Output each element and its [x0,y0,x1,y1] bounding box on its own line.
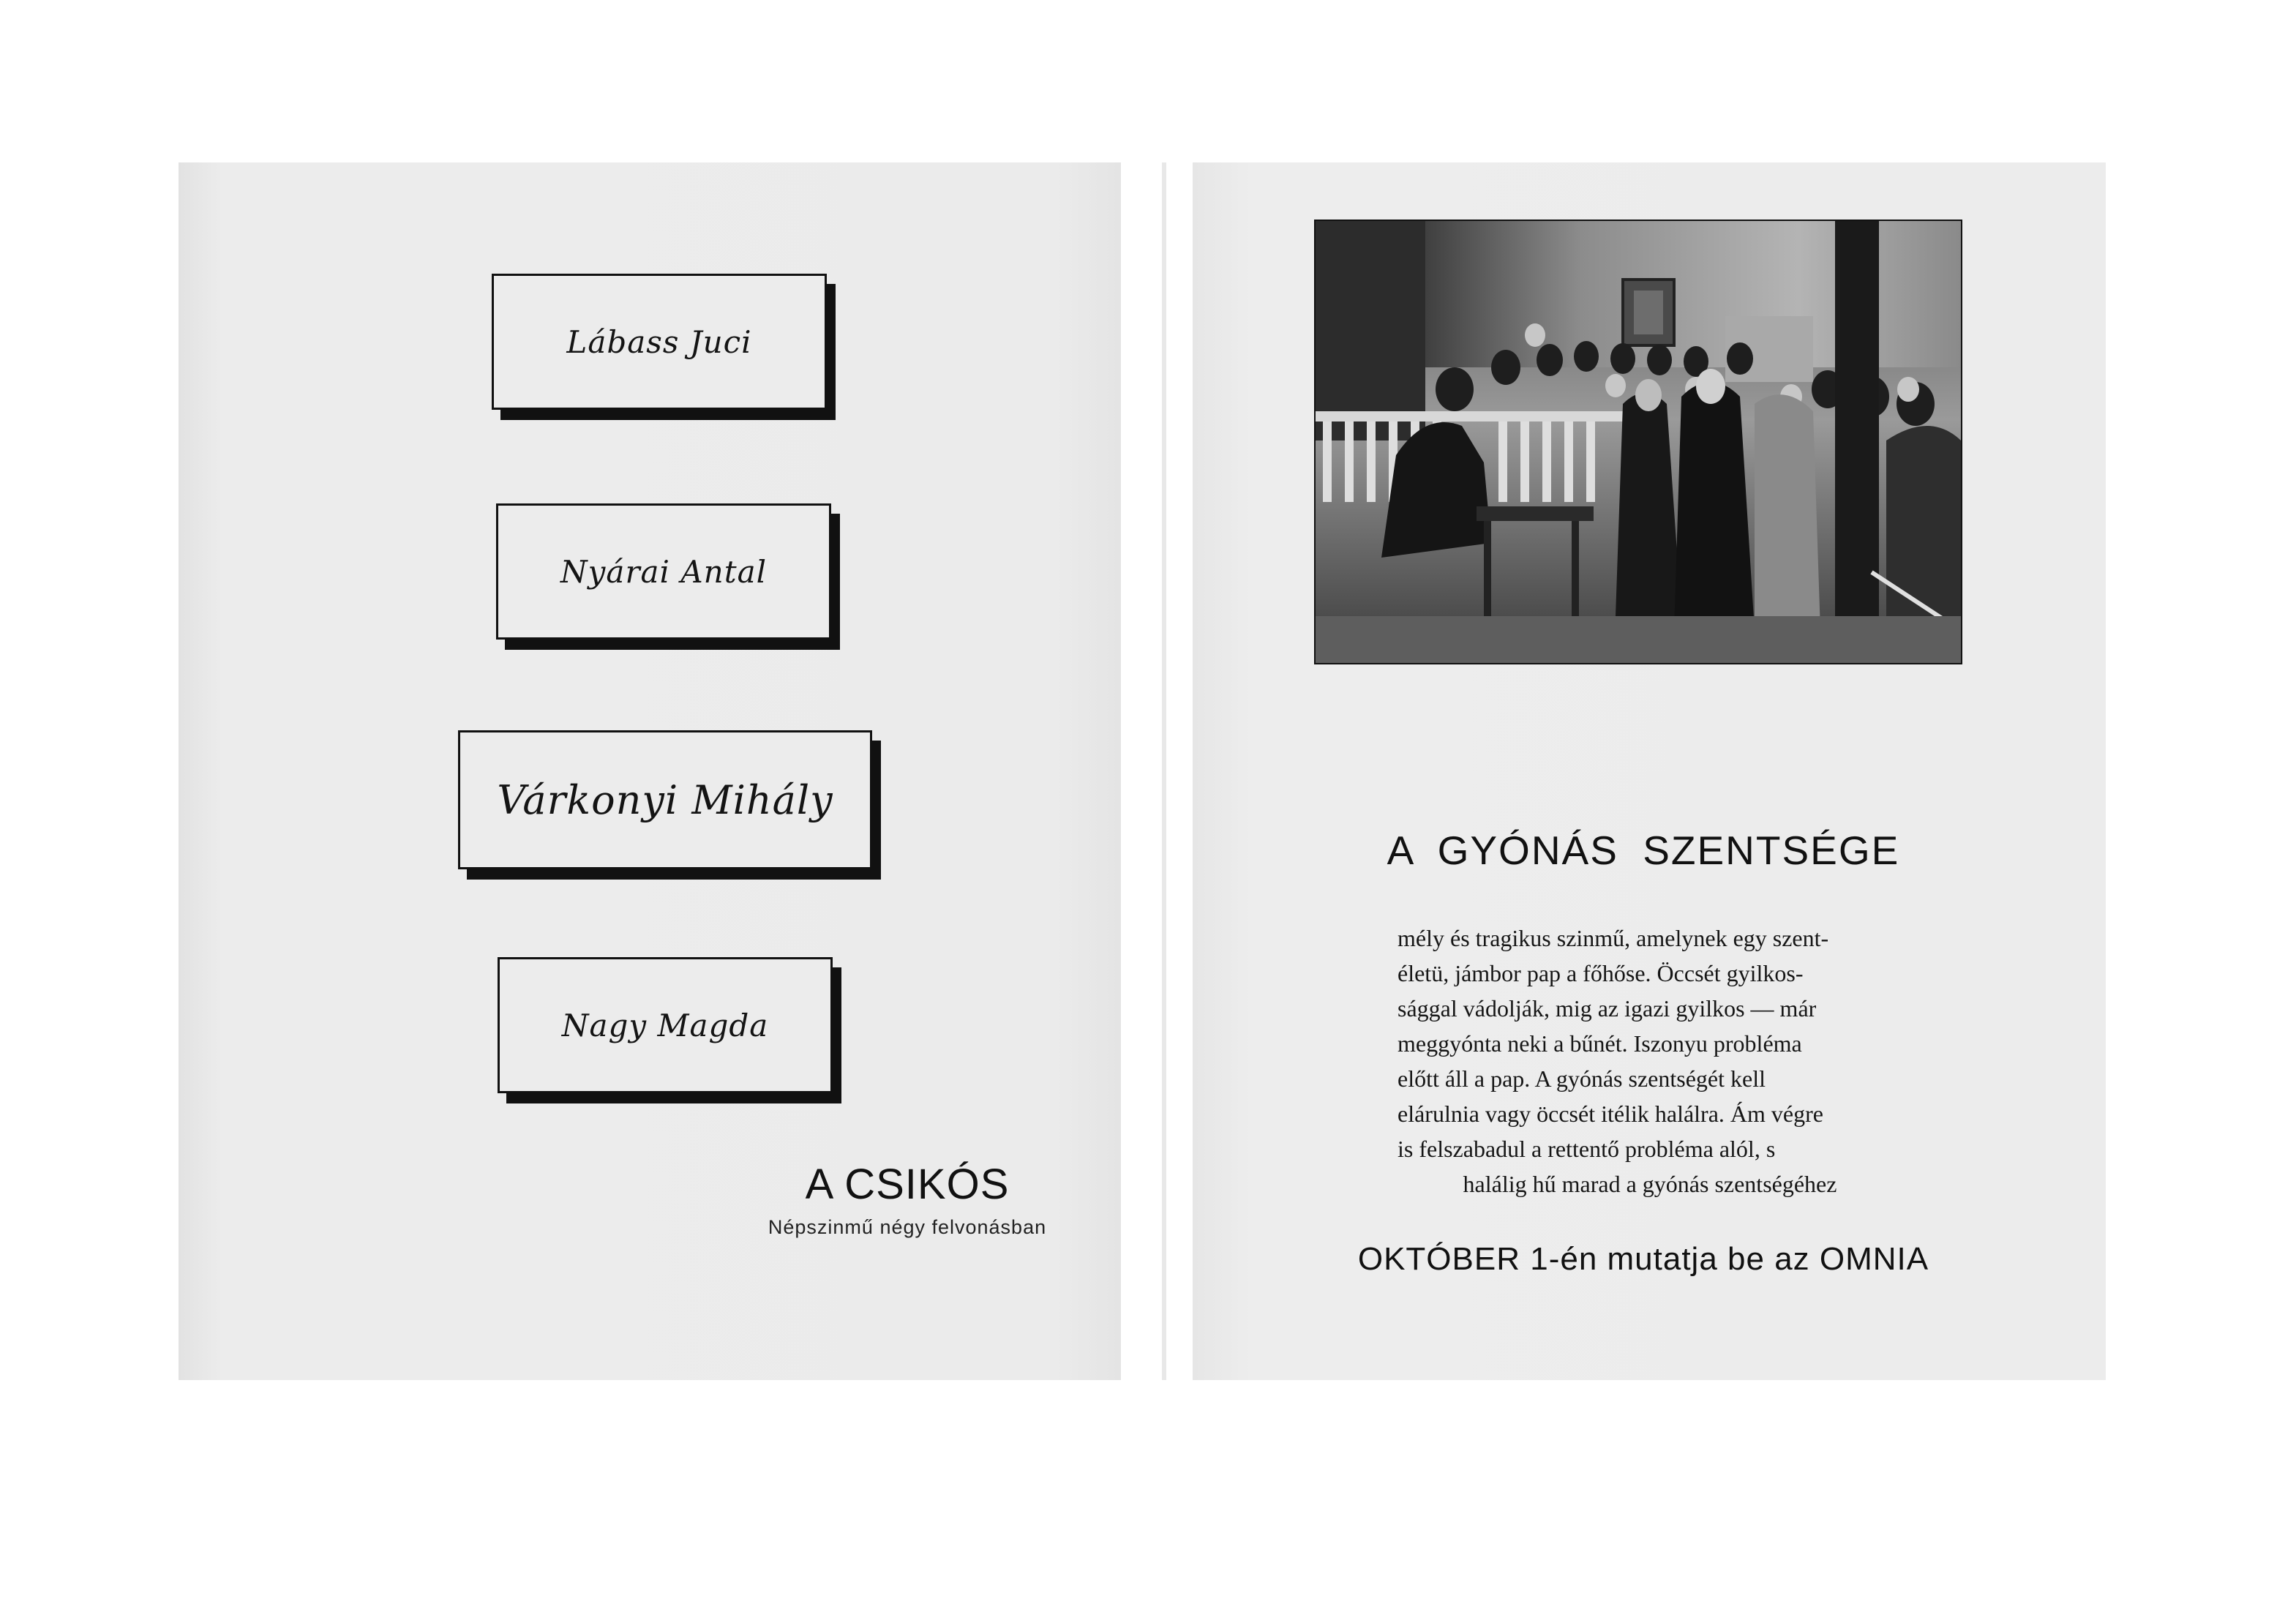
cast-box-2 [496,503,831,640]
cast-name: Lábass Juci [566,323,752,360]
film-description [1398,921,1902,1202]
cast-box-1 [492,274,827,410]
description-line: mély és tragikus szinmű, amelynek egy szent- [1398,925,1829,951]
film-title-csikos: A CSIKÓS [805,1161,1010,1208]
film-still-photo [1314,220,1962,664]
description-line: előtt áll a pap. A gyónás szentségét kell [1398,1065,1766,1092]
cast-name: Nagy Magda [561,1007,769,1043]
cast-name: Nyárai Antal [560,553,768,590]
description-line: elárulnia vagy öccsét itélik halálra. Ám végre [1398,1101,1823,1127]
gutter [1162,162,1166,1380]
cast-box-3 [458,730,872,869]
cast-name: Várkonyi Mihály [497,776,833,823]
description-line: meggyónta neki a bűnét. Iszonyu probléma [1398,1030,1802,1057]
description-line: halálig hű marad a gyónás szentségéhez [1463,1171,1837,1197]
description-line: életü, jámbor pap a főhőse. Öccsét gyilkos- [1398,960,1804,986]
film-subtitle-csikos: Népszinmű négy felvonásban [768,1216,1047,1238]
description-line: sággal vádolják, mig az igazi gyilkos — már [1398,995,1817,1022]
release-announcement: OKTÓBER 1-én mutatja be az OMNIA [1357,1241,1929,1277]
film-title-gyonas: A GYÓNÁS SZENTSÉGE [1387,828,1900,873]
description-line: is felszabadul a rettentő probléma alól, s [1398,1136,1776,1162]
cast-box-4 [498,957,833,1093]
